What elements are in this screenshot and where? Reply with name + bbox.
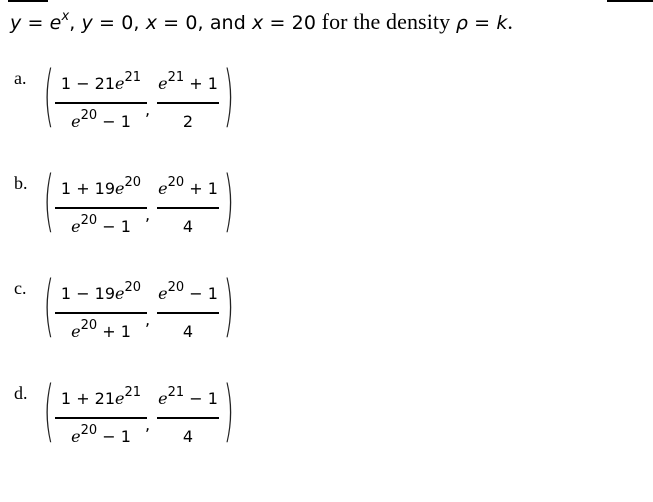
fraction-x <box>55 70 147 140</box>
denominator: $e^{20} - 1$ <box>71 423 131 446</box>
density-text: for the density <box>316 9 456 34</box>
var-y: y <box>81 12 93 34</box>
denominator: 4 <box>182 217 194 236</box>
equals-zero-and: = 0, and <box>157 12 252 34</box>
left-paren: ( <box>43 56 54 136</box>
denominator: $e^{20} + 1$ <box>71 318 131 341</box>
equals-twenty: = 20 <box>263 12 317 34</box>
option-letter: b. <box>14 173 28 193</box>
comma: , <box>145 310 151 329</box>
fraction-x <box>55 280 147 350</box>
numerator: $1 - 21e^{21}$ <box>60 70 142 93</box>
numerator: $1 + 21e^{21}$ <box>60 385 142 408</box>
right-paren: ) <box>223 266 234 346</box>
option-letter: d. <box>14 383 28 403</box>
option-letter: c. <box>14 278 27 298</box>
right-paren: ) <box>223 161 234 241</box>
exponent-x: x <box>61 9 70 24</box>
var-x: x <box>145 12 158 34</box>
numerator: $e^{20} + 1$ <box>158 175 218 198</box>
numerator: $e^{21} - 1$ <box>158 385 218 408</box>
fraction-bar <box>55 102 147 104</box>
left-paren: ( <box>43 266 54 346</box>
var-rho: ρ <box>455 12 468 34</box>
period: . <box>507 9 514 34</box>
comma: , <box>145 205 151 224</box>
fraction-bar <box>157 312 219 314</box>
var-x: x <box>252 12 264 34</box>
comma: , <box>145 100 151 119</box>
denominator: 4 <box>182 322 194 341</box>
numerator: $1 - 19e^{20}$ <box>60 280 142 303</box>
answer-option-a[interactable] <box>0 56 653 150</box>
answer-option-b[interactable] <box>0 161 653 255</box>
ordered-pair <box>43 161 250 251</box>
question-text <box>10 9 513 35</box>
comma: , <box>69 12 82 34</box>
fraction-y <box>157 70 219 140</box>
fraction-bar <box>157 417 219 419</box>
answer-option-d[interactable] <box>0 371 653 465</box>
var-e: e <box>49 12 62 34</box>
ordered-pair <box>43 371 250 461</box>
fraction-y <box>157 385 219 455</box>
var-k: k <box>496 12 508 34</box>
left-paren: ( <box>43 161 54 241</box>
equals-zero: = 0, <box>92 12 146 34</box>
top-rule-left <box>8 0 48 2</box>
fraction-bar <box>55 417 147 419</box>
denominator: 4 <box>182 427 194 446</box>
right-paren: ) <box>223 56 234 136</box>
denominator: $e^{20} - 1$ <box>71 108 131 131</box>
right-paren: ) <box>223 371 234 451</box>
var-y: y <box>10 12 22 34</box>
numerator: $e^{20} - 1$ <box>158 280 218 303</box>
fraction-bar <box>55 312 147 314</box>
answer-option-c[interactable] <box>0 266 653 360</box>
numerator: $1 + 19e^{20}$ <box>60 175 142 198</box>
fraction-x <box>55 385 147 455</box>
fraction-bar <box>55 207 147 209</box>
denominator: 2 <box>182 112 194 131</box>
fraction-bar <box>157 207 219 209</box>
top-rule-right <box>607 0 653 2</box>
numerator: $e^{21} + 1$ <box>158 70 218 93</box>
equals: = <box>468 12 497 34</box>
fraction-x <box>55 175 147 245</box>
ordered-pair <box>43 56 250 146</box>
fraction-y <box>157 175 219 245</box>
option-letter: a. <box>14 68 27 88</box>
ordered-pair <box>43 266 250 356</box>
equals: = <box>21 12 50 34</box>
denominator: $e^{20} - 1$ <box>71 213 131 236</box>
comma: , <box>145 415 151 434</box>
fraction-bar <box>157 102 219 104</box>
left-paren: ( <box>43 371 54 451</box>
fraction-y <box>157 280 219 350</box>
